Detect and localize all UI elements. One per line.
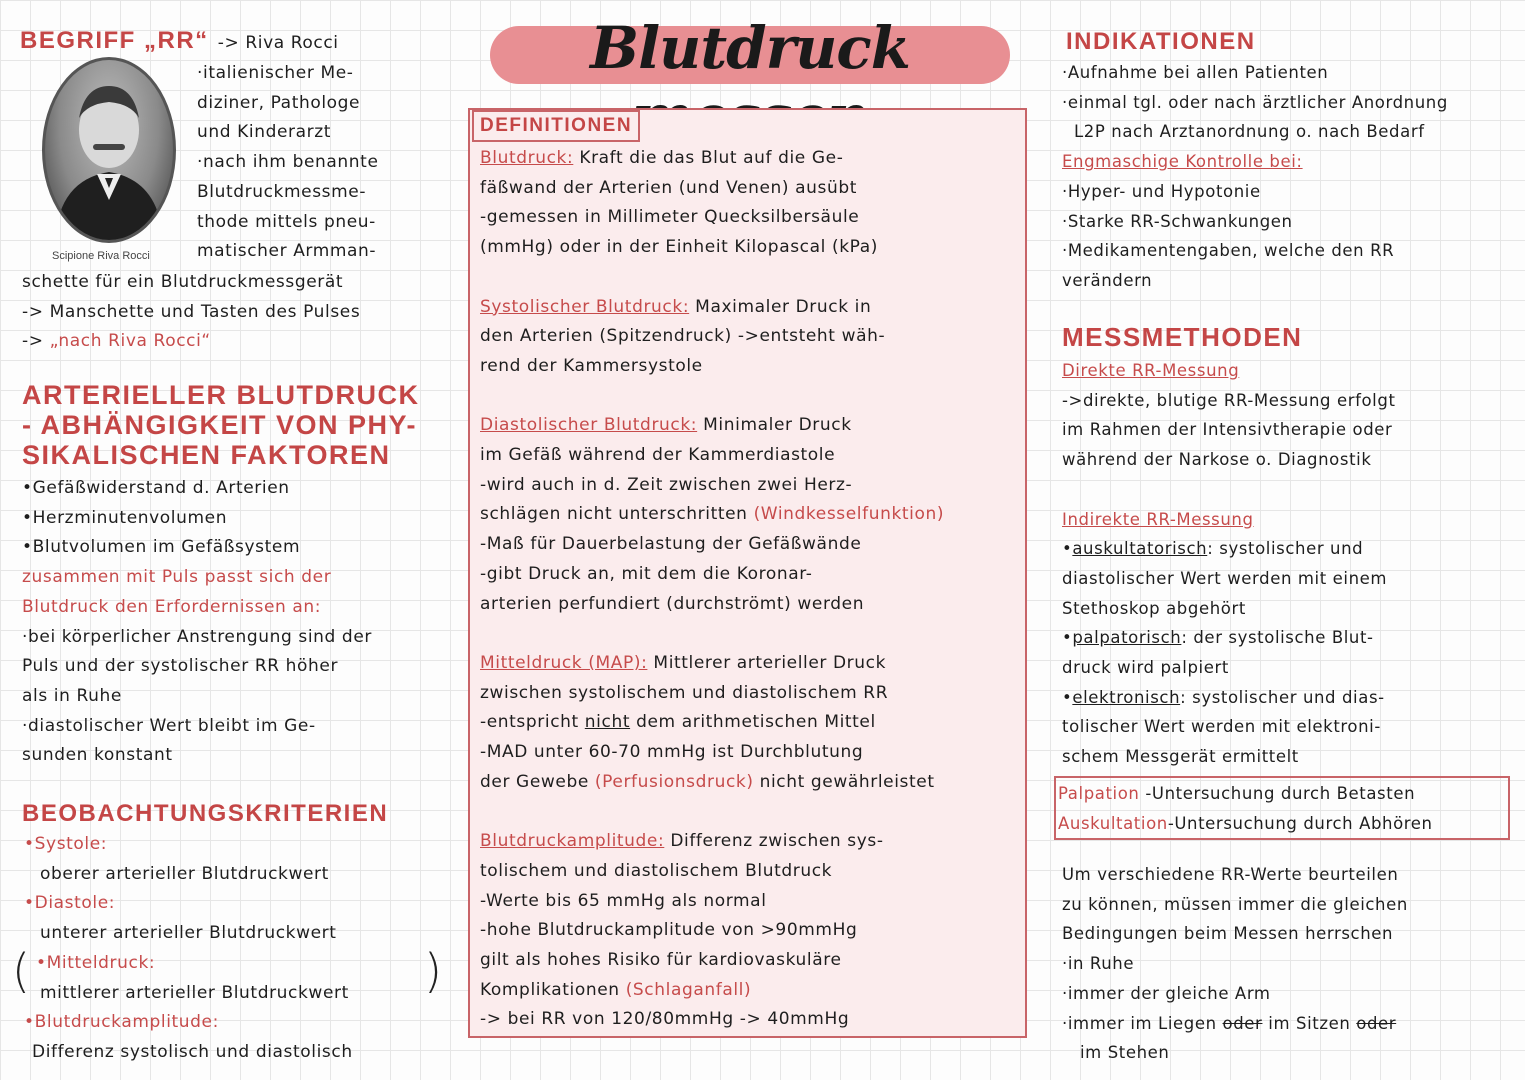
begriff-description <box>197 59 379 267</box>
begriff-line: ·italienischer Me- <box>197 63 354 83</box>
beob-label: • Mitteldruck: <box>24 949 353 979</box>
condition-line: Um verschiedene RR-Werte beurteilen <box>1062 865 1399 884</box>
schlaganfall-note: (Schlaganfall) <box>625 979 752 1000</box>
def-text: Mittlerer arterieller Druck <box>653 652 887 673</box>
beob-list <box>24 830 353 1068</box>
condition-line: ·immer der gleiche Arm <box>1062 983 1271 1003</box>
def-line: (mmHg) oder in der Einheit Kilopascal (kPa) <box>480 237 878 258</box>
condition-line: ·in Ruhe <box>1062 954 1135 974</box>
condition-text: im Sitzen <box>1268 1013 1351 1033</box>
def-text: Differenz zwischen sys- <box>670 831 884 852</box>
spacer <box>1062 475 1396 505</box>
arteriell-heading <box>22 380 419 470</box>
condition-line <box>1062 1009 1408 1039</box>
method-line: tolischer Wert werden mit elektroni- <box>1062 717 1381 737</box>
begriff-line: matischer Armman- <box>197 241 377 262</box>
def-line <box>480 768 944 798</box>
def-line: -wird auch in d. Zeit zwischen zwei Herz- <box>480 474 853 495</box>
definitions-text <box>480 144 944 1035</box>
list-item: • Blutvolumen im Gefäßsystem <box>22 533 372 563</box>
def-line: den Arterien (Spitzendruck) ->entsteht wäh- <box>480 326 886 347</box>
def-line <box>480 411 944 441</box>
arteriell-line: ·diastolischer Wert bleibt im Ge- <box>22 715 316 736</box>
def-line: tolischem und diastolischem Blutdruck <box>480 860 833 881</box>
def-text: -entspricht <box>480 712 579 733</box>
struck-oder: oder <box>1356 1013 1397 1033</box>
begriff-continued <box>22 268 360 357</box>
arteriell-list <box>22 474 372 771</box>
arteriell-heading-line: SIKALISCHEN FAKTOREN <box>22 440 391 470</box>
beob-heading: BEOBACHTUNGSKRITERIEN <box>22 800 389 827</box>
indik-line: ·Aufnahme bei allen Patienten <box>1062 63 1329 82</box>
def-line <box>480 144 944 174</box>
indik-line: ·einmal tgl. oder nach ärztlicher Anordnung <box>1062 92 1448 112</box>
term-elektronisch: elektronisch <box>1072 687 1181 707</box>
spacer <box>480 263 944 293</box>
engmaschig-item: ·Hyper- und Hypotonie <box>1062 181 1261 201</box>
method-text: : systolischer und dias- <box>1180 687 1385 707</box>
arteriell-line: ·bei körperlicher Anstrengung sind der <box>22 626 372 647</box>
portrait-illustration <box>45 60 173 240</box>
def-line: -Maß für Dauerbelastung der Gefäßwände <box>480 534 862 555</box>
direkt-line: ->direkte, blutige RR-Messung erfolgt <box>1062 390 1396 410</box>
beob-text: Differenz systolisch und diastolisch <box>32 1041 353 1062</box>
beob-label: • Systole: <box>24 830 353 860</box>
method-text: : systolischer und <box>1207 539 1364 559</box>
condition-text: ·immer im Liegen <box>1062 1013 1217 1033</box>
condition-line: im Stehen <box>1080 1043 1170 1063</box>
method-line: diastolischer Wert werden mit einem <box>1062 568 1388 588</box>
messmethoden-list <box>1062 356 1396 772</box>
indikationen-list <box>1062 58 1448 296</box>
indirekt-label: Indirekte RR-Messung <box>1062 509 1254 529</box>
glossary-text <box>1058 779 1433 838</box>
arteriell-line: als in Ruhe <box>22 685 122 706</box>
portrait-caption: Scipione Riva Rocci <box>52 250 150 262</box>
nach-riva-rocci: „nach Riva Rocci“ <box>49 331 211 352</box>
def-line: -gibt Druck an, mit dem die Koronar- <box>480 563 813 584</box>
beob-text: mittlerer arterieller Blutdruckwert <box>40 982 349 1003</box>
method-line: Stethoskop abgehört <box>1062 598 1246 618</box>
arteriell-line: Puls und der systolischer RR höher <box>22 656 339 677</box>
windkessel-note: (Windkesselfunktion) <box>753 504 945 525</box>
page-title: Blutdruck <box>590 14 910 82</box>
def-text: nicht gewährleistet <box>759 771 935 792</box>
def-text: schlägen nicht unterschritten <box>480 504 748 525</box>
nicht-underlined: nicht <box>584 712 631 733</box>
begriff-line: thode mittels pneu- <box>197 211 376 232</box>
portrait-image <box>42 57 176 243</box>
indik-line: L2P nach Arztanordnung o. nach Bedarf <box>1074 122 1425 142</box>
def-text: Maximaler Druck in <box>695 296 872 317</box>
spacer <box>480 619 944 649</box>
direkt-line: während der Narkose o. Diagnostik <box>1062 450 1372 470</box>
list-item: • Gefäßwiderstand d. Arterien <box>22 474 372 504</box>
arteriell-heading-line: ARTERIELLER BLUTDRUCK <box>22 380 420 410</box>
begriff-line: -> Manschette und Tasten des Pulses <box>22 301 361 322</box>
term-palpatorisch: palpatorisch <box>1072 628 1182 648</box>
conditions-list <box>1062 860 1408 1068</box>
def-line: arterien perfundiert (durchströmt) werden <box>480 593 865 614</box>
beob-label: • Diastole: <box>24 889 353 919</box>
title-block <box>470 8 1030 98</box>
def-text: Minimaler Druck <box>703 415 852 436</box>
method-line: schem Messgerät ermittelt <box>1062 747 1299 767</box>
glossary-line <box>1058 809 1433 839</box>
begriff-line: und Kinderarzt <box>197 122 332 143</box>
struck-oder: oder <box>1222 1013 1263 1033</box>
glossary-def: -Untersuchung durch Betasten <box>1145 784 1416 803</box>
term-diastolisch: Diastolischer Blutdruck: <box>480 415 698 436</box>
def-line <box>480 976 944 1006</box>
list-item: • Herzminutenvolumen <box>22 504 372 534</box>
def-line: -> bei RR von 120/80mmHg -> 40mmHg <box>480 1009 850 1030</box>
def-line: gilt als hohes Risiko für kardiovaskuläre <box>480 949 842 970</box>
method-line <box>1062 623 1396 653</box>
begriff-arrow: -> Riva Rocci <box>217 33 339 53</box>
term-auskultation: Auskultation <box>1058 813 1168 833</box>
definitions-label: DEFINITIONEN <box>472 110 640 142</box>
direkt-line: im Rahmen der Intensivtherapie oder <box>1062 420 1393 440</box>
def-line <box>480 708 944 738</box>
term-amplitude: Blutdruckamplitude: <box>480 831 665 852</box>
perfusion-note: (Perfusionsdruck) <box>594 771 754 792</box>
def-line: zwischen systolischem und diastolischem RR <box>480 682 889 703</box>
red-note-line: Blutdruck den Erfordernissen an: <box>22 596 322 617</box>
def-text: Kraft die das Blut auf die Ge- <box>579 148 844 168</box>
def-text: Komplikationen <box>480 979 620 1000</box>
condition-line: Bedingungen beim Messen herrschen <box>1062 924 1394 944</box>
red-note-line: zusammen mit Puls passt sich der <box>22 567 332 588</box>
def-line <box>480 293 944 323</box>
method-text: : der systolische Blut- <box>1181 628 1374 648</box>
def-line: rend der Kammersystole <box>480 355 703 376</box>
def-text: dem arithmetischen Mittel <box>636 712 876 733</box>
term-palpation: Palpation <box>1058 784 1140 803</box>
beob-text: oberer arterieller Blutdruckwert <box>40 863 329 884</box>
def-line: -hohe Blutdruckamplitude von >90mmHg <box>480 920 858 941</box>
method-line <box>1062 534 1396 564</box>
begriff-line: Blutdruckmessme- <box>197 181 367 202</box>
term-blutdruck: Blutdruck: <box>480 148 574 168</box>
engmaschig-label: Engmaschige Kontrolle bei: <box>1062 152 1303 172</box>
def-line: -Werte bis 65 mmHg als normal <box>480 890 767 911</box>
method-line: druck wird palpiert <box>1062 658 1229 678</box>
glossary-def: -Untersuchung durch Abhören <box>1167 813 1433 833</box>
arteriell-heading-line: - ABHÄNGIGKEIT VON PHY- <box>22 410 418 440</box>
arrow-text: -> <box>22 331 44 352</box>
condition-line: zu können, müssen immer die gleichen <box>1062 894 1408 914</box>
engmaschig-item: ·Starke RR-Schwankungen <box>1062 211 1293 231</box>
def-line: -gemessen in Millimeter Quecksilbersäule <box>480 207 860 228</box>
def-line <box>480 500 944 530</box>
engmaschig-item: verändern <box>1062 270 1153 290</box>
spacer <box>480 797 944 827</box>
def-line: fäßwand der Arterien (und Venen) ausübt <box>480 177 858 198</box>
messmethoden-heading: MESSMETHODEN <box>1062 322 1303 352</box>
begriff-heading-row <box>20 27 339 59</box>
direkt-label: Direkte RR-Messung <box>1062 361 1240 380</box>
begriff-line: diziner, Pathologe <box>197 92 361 113</box>
def-text: der Gewebe <box>480 771 589 792</box>
engmaschig-item: ·Medikamentengaben, welche den RR <box>1062 241 1395 261</box>
glossary-line <box>1058 779 1433 809</box>
begriff-heading: BEGRIFF „RR“ <box>20 27 209 54</box>
beob-text: unterer arterieller Blutdruckwert <box>40 923 337 944</box>
method-line <box>1062 683 1396 713</box>
term-mitteldruck: Mitteldruck (MAP): <box>480 652 648 673</box>
spacer <box>480 382 944 412</box>
beob-label: • Blutdruckamplitude: <box>24 1008 353 1038</box>
begriff-line: ·nach ihm benannte <box>197 152 379 173</box>
begriff-line: schette für ein Blutdruckmessgerät <box>22 272 344 292</box>
arteriell-line: sunden konstant <box>22 745 173 766</box>
term-auskultatorisch: auskultatorisch <box>1072 539 1208 559</box>
bracket-close: ) <box>424 944 442 998</box>
def-line: -MAD unter 60-70 mmHg ist Durchblutung <box>480 742 864 763</box>
def-line <box>480 649 944 679</box>
def-line <box>480 827 944 857</box>
indikationen-heading: INDIKATIONEN <box>1066 28 1256 55</box>
def-line: im Gefäß während der Kammerdiastole <box>480 445 836 466</box>
bracket-open: ( <box>12 944 30 998</box>
begriff-red-line <box>22 327 360 357</box>
term-systolisch: Systolischer Blutdruck: <box>480 296 690 317</box>
